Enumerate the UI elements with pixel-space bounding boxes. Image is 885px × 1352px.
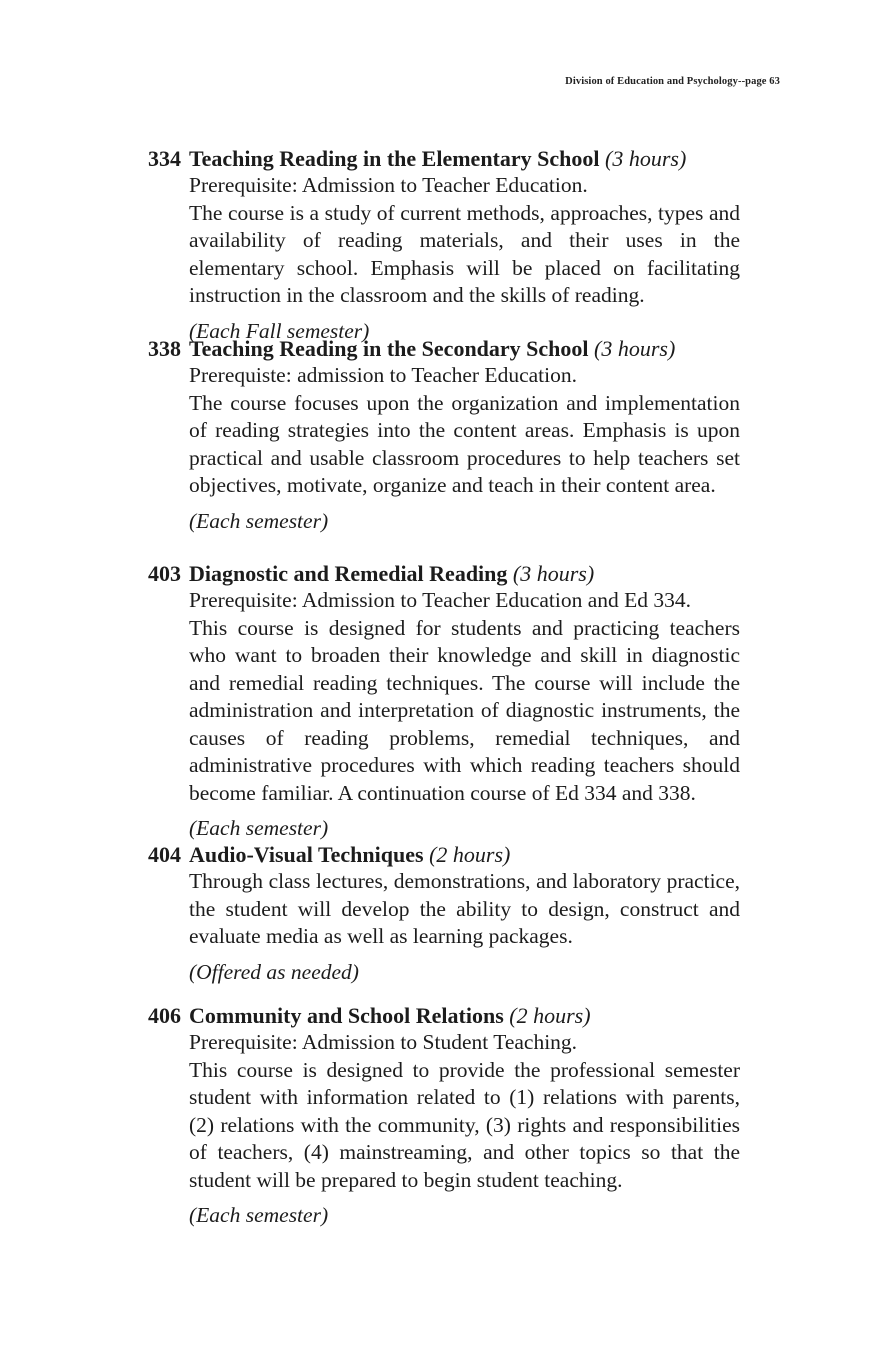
course-number: 403	[148, 561, 181, 586]
course-number: 406	[148, 1003, 181, 1028]
course-hours: (3 hours)	[512, 561, 595, 586]
course-description: Through class lectures, demonstrations, and laboratory practice, the student will develop the ability to design, construct and evaluate media as well as learning packages.	[189, 869, 740, 948]
course-hours: (2 hours)	[509, 1003, 591, 1028]
course-offered: (Each semester)	[189, 1203, 329, 1227]
course-body	[189, 1029, 740, 1230]
course-body	[189, 868, 740, 986]
course-entry	[148, 1003, 740, 1230]
course-entry	[148, 146, 740, 345]
course-prerequisite: Prerequisite: Admission to Teacher Education.	[189, 173, 588, 197]
course-prerequisite: Prerequisite: Admission to Teacher Education and Ed 334.	[189, 588, 692, 612]
course-prerequisite: Prerequiste: admission to Teacher Education.	[189, 363, 577, 387]
course-hours: (3 hours)	[594, 336, 676, 361]
course-description: This course is designed to provide the professional semester student with information related to (1) relations with parents, (2) relations with the community, (3) rights and responsibilities of teachers, (4) mainstreaming, and other topics so that the student will be prepared to begin student teaching.	[189, 1057, 740, 1192]
course-heading	[148, 146, 740, 172]
course-title: Teaching Reading in the Elementary School	[189, 146, 600, 171]
course-body	[189, 172, 740, 345]
course-heading	[148, 561, 740, 587]
course-number: 404	[148, 842, 181, 867]
course-title: Audio-Visual Techniques	[189, 842, 424, 867]
running-header: Division of Education and Psychology--page 63	[565, 76, 780, 87]
course-hours: (3 hours)	[605, 146, 687, 171]
course-title: Diagnostic and Remedial Reading	[189, 561, 508, 586]
course-body	[189, 362, 740, 535]
course-heading	[148, 1003, 740, 1029]
course-description: The course focuses upon the organization and implementation of reading strategies into the content areas. Emphasis is upon practical and usable classroom procedures to help teachers set objectives, motivate, organize and teach in their content area.	[189, 390, 740, 497]
course-heading	[148, 842, 740, 868]
course-description: This course is designed for students and practicing teachers who want to broaden their knowledge and skill in diagnostic and remedial reading techniques. The course will include the administration and interpretation of diagnostic instruments, the causes of reading problems, remedial techniques, and administrative procedures with which reading teachers should become familiar. A continuation course of Ed 334 and 338.	[189, 615, 740, 805]
course-offered: (Each Fall semester)	[189, 318, 370, 343]
course-number: 338	[148, 336, 181, 361]
course-offered: (Offered as needed)	[189, 959, 359, 984]
course-offered: (Each semester)	[189, 816, 329, 840]
course-prerequisite: Prerequisite: Admission to Student Teaching.	[189, 1030, 578, 1054]
course-entry	[148, 336, 740, 535]
course-number: 334	[148, 146, 181, 171]
course-offered: (Each semester)	[189, 508, 329, 533]
course-entry	[148, 842, 740, 986]
course-description: The course is a study of current methods, approaches, types and availability of reading materials, and their uses in the elementary school. Emphasis will be placed on facilitating instruction in the classroom and the skills of reading.	[189, 200, 740, 307]
course-heading	[148, 336, 740, 362]
course-title: Teaching Reading in the Secondary School	[189, 336, 589, 361]
course-hours: (2 hours)	[429, 842, 511, 867]
course-title: Community and School Relations	[189, 1003, 504, 1028]
course-entry	[148, 561, 740, 843]
course-body	[189, 587, 740, 843]
